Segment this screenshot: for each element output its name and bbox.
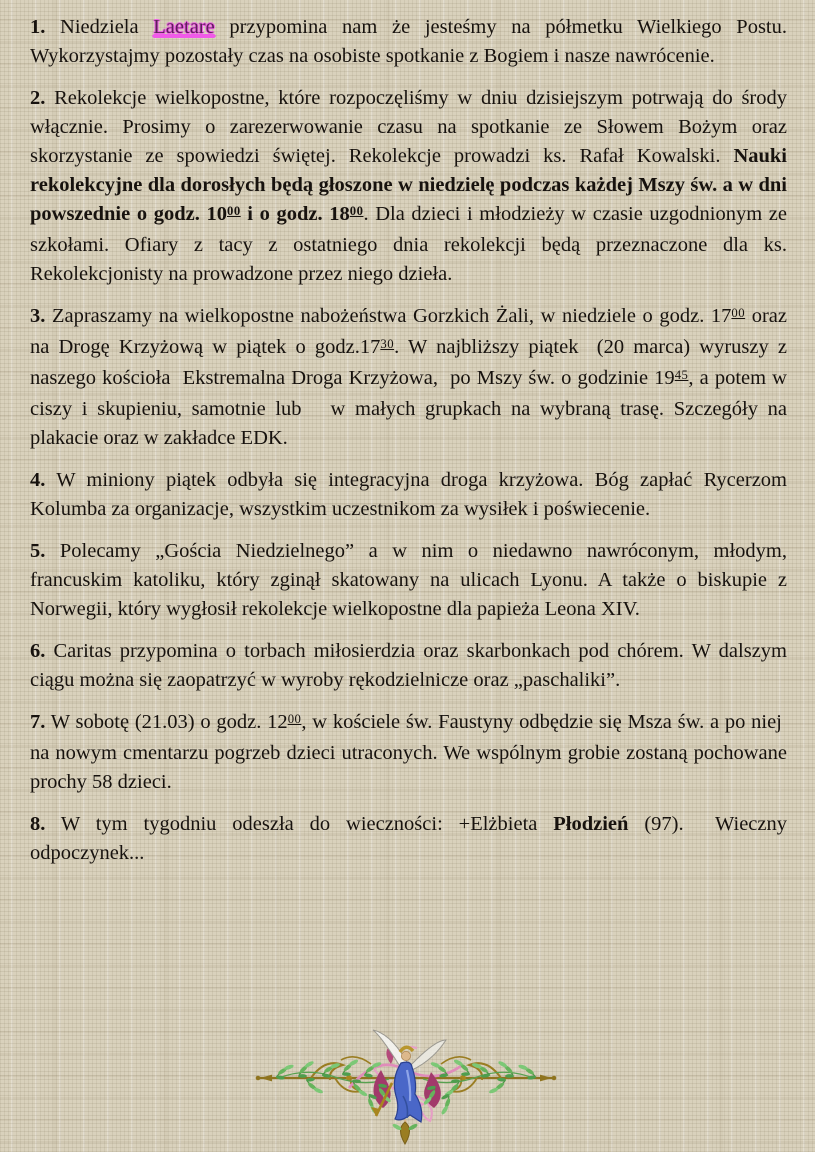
announcement-1-segment-1: Niedziela — [45, 16, 154, 38]
announcement-6 — [30, 637, 787, 695]
announcement-7-segment-0: 7. — [30, 711, 46, 733]
announcement-1-segment-0: 1. — [30, 16, 46, 38]
announcement-7-segment-1: W sobotę (21.03) o godz. 12 — [45, 711, 288, 733]
announcement-8 — [30, 810, 787, 868]
announcement-8-segment-1: W tym tygodniu odeszła do wieczności: +Elżbieta — [45, 813, 554, 835]
announcement-2-segment-5: 00 — [349, 203, 364, 218]
announcement-2 — [30, 84, 787, 289]
announcement-3-segment-0: 3. — [30, 305, 46, 327]
announcement-3-segment-3: oraz na Drogę Krzyżową w piątek o godz.17 — [30, 305, 787, 358]
announcement-5-segment-1: Polecamy „Gościa Niedzielnego” a w nim o niedawno nawróconym, młodym, francuskim katoliku, który zginął skatowany na ulicach Lyonu. A także o biskupie z Norwegii, który wygłosił rekolekcje wielkopostne dla papieża Leona XIV. — [30, 540, 787, 620]
announcement-2-segment-3: 00 — [226, 203, 241, 218]
announcement-8-segment-0: 8. — [30, 813, 46, 835]
announcement-3 — [30, 302, 787, 453]
announcement-6-segment-1: Caritas przypomina o torbach miłosierdzia oraz skarbonkach pod chórem. W dalszym ciągu można się zaopatrzyć w wyroby rękodzielnicze oraz „paschaliki”. — [30, 640, 787, 691]
announcement-4 — [30, 466, 787, 524]
fairy-flourish-svg — [253, 1024, 559, 1146]
announcement-4-segment-0: 4. — [30, 469, 46, 491]
announcement-1-segment-3: przypomina nam że jesteśmy na półmetku Wielkiego Postu. Wykorzystajmy pozostały czas na osobiste spotkanie z Bogiem i nasze nawrócenie. — [30, 16, 787, 67]
fairy-flourish-ornament — [253, 1024, 559, 1146]
announcement-7-segment-3: , w kościele św. Faustyny odbędzie się Msza św. a po niej na nowym cmentarzu pogrzeb dzieci utraconych. We wspólnym grobie zostaną pochowane prochy 58 dzieci. — [30, 711, 787, 793]
announcement-2-segment-0: 2. — [30, 87, 46, 109]
announcement-3-segment-2: 00 — [731, 305, 746, 320]
announcement-6-segment-0: 6. — [30, 640, 46, 662]
announcement-2-segment-2: Nauki rekolekcyjne dla dorosłych będą głoszone w niedzielę podczas każdej Mszy św. a w dni powszednie o godz. 10 — [30, 145, 787, 225]
announcement-3-segment-4: 30 — [380, 336, 395, 351]
announcement-8-segment-2: Płodzień — [553, 813, 629, 835]
announcement-2-segment-1: Rekolekcje wielkopostne, które rozpoczęliśmy w dniu dzisiejszym potrwają do środy włącznie. Prosimy o zarezerwowanie czasu na spotkanie ze Słowem Bożym oraz skorzystanie ze spowiedzi świętej. Rekolekcje prowadzi ks. Rafał Kowalski. — [30, 87, 787, 167]
announcement-2-segment-6: . Dla dzieci i młodzieży w czasie uzgodnionym ze szkołami. Ofiary z tacy z ostatniego dnia rekolekcji będą przeznaczone dla ks. Rekolekcjonisty na prowadzone przez niego dzieła. — [30, 203, 787, 285]
announcement-5-segment-0: 5. — [30, 540, 46, 562]
announcement-3-segment-6: 45 — [674, 367, 689, 382]
announcement-1-segment-2: Laetare — [153, 16, 215, 38]
announcement-2-segment-4: i o godz. 18 — [240, 203, 350, 225]
announcement-3-segment-5: . W najbliższy piątek (20 marca) wyruszy z naszego kościoła Ekstremalna Droga Krzyżowa, po Mszy św. o godzinie 19 — [30, 336, 787, 389]
announcement-7 — [30, 708, 787, 797]
announcement-3-segment-7: , a potem w ciszy i skupieniu, samotnie lub w małych grupkach na wybraną trasę. Szczegóły na plakacie oraz w zakładce EDK. — [30, 367, 787, 449]
announcement-3-segment-1: Zapraszamy na wielkopostne nabożeństwa Gorzkich Żali, w niedziele o godz. 17 — [45, 305, 732, 327]
announcement-7-segment-2: 00 — [287, 711, 302, 726]
announcement-8-segment-3: (97). Wieczny odpoczynek... — [30, 813, 788, 864]
announcement-5 — [30, 537, 787, 624]
announcement-1 — [30, 13, 787, 71]
announcement-list — [30, 13, 787, 881]
announcement-4-segment-1: W miniony piątek odbyła się integracyjna droga krzyżowa. Bóg zapłać Rycerzom Kolumba za organizacje, wszystkim uczestnikom za wysiłek i poświecenie. — [30, 469, 787, 520]
